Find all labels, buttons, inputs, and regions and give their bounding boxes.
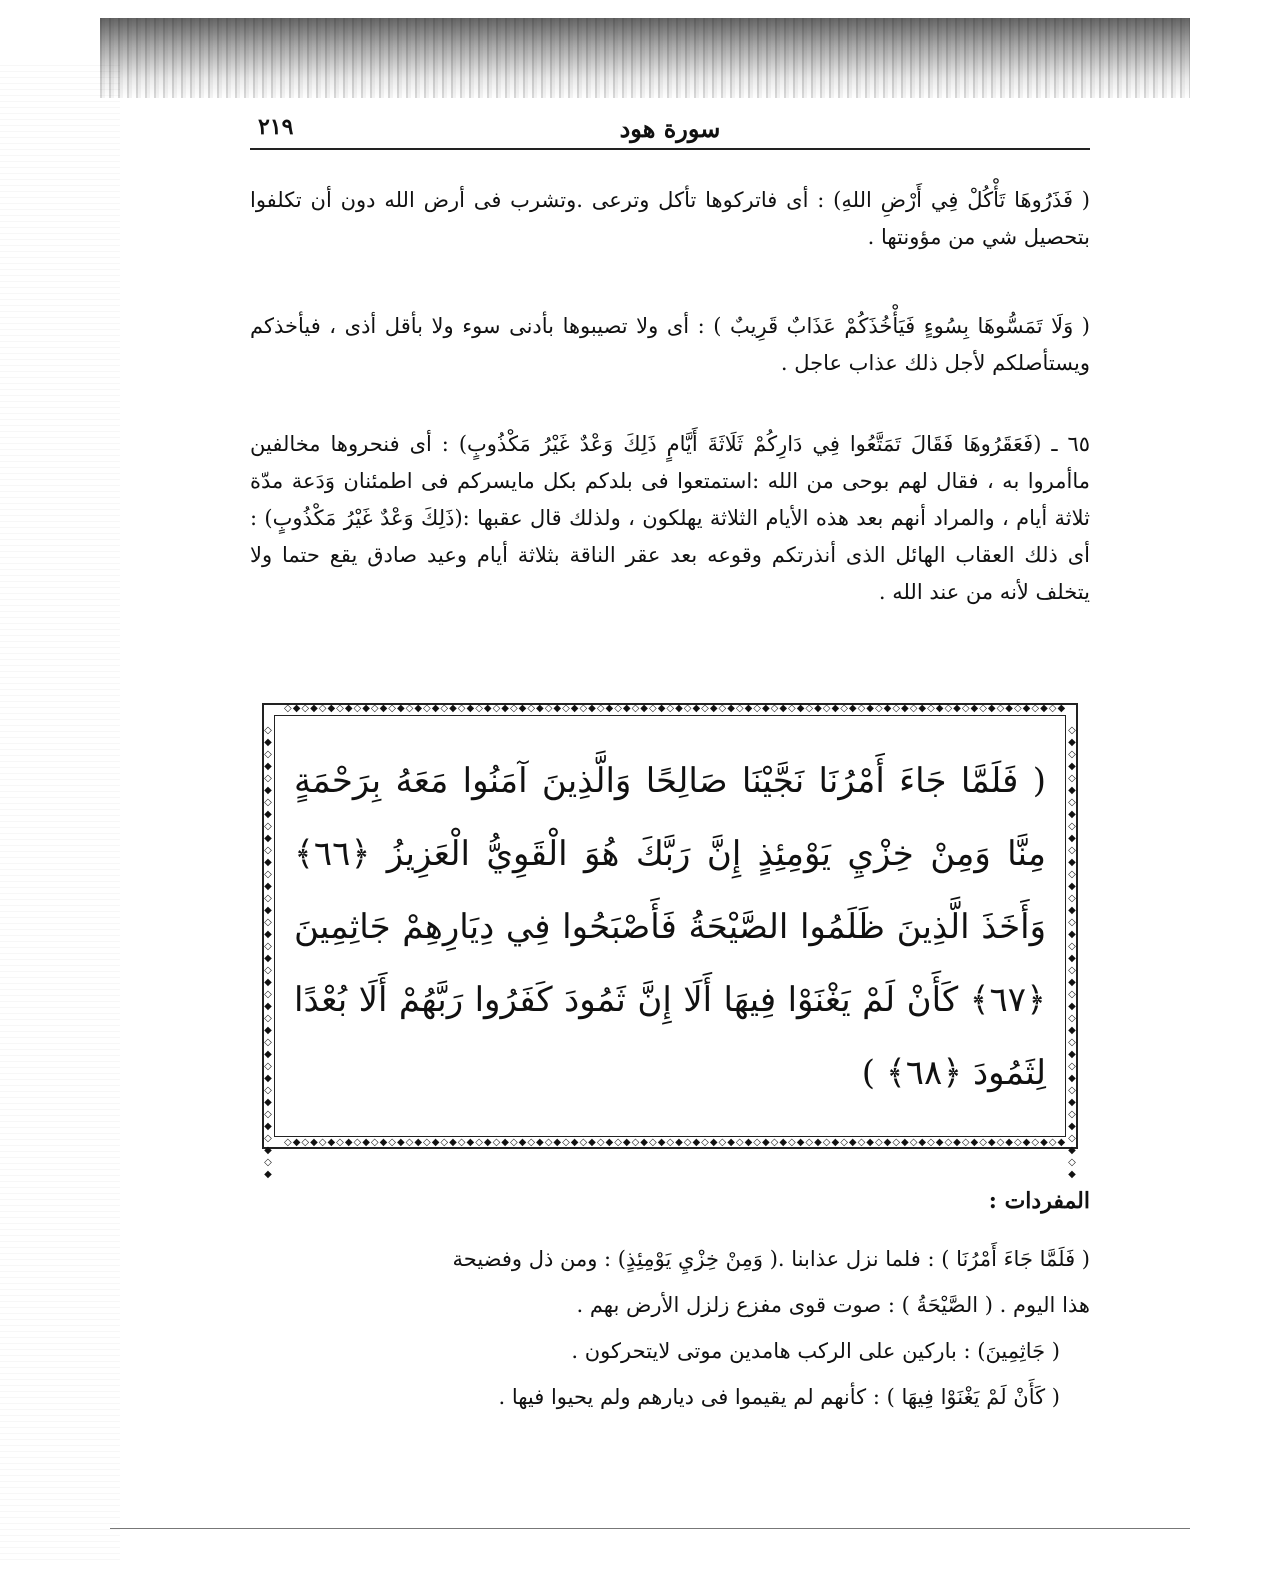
vocabulary-line-3: ( جَاثِمِينَ) : باركين على الركب هامدين موتى لايتحركون . — [571, 1339, 1060, 1363]
commentary-paragraph-3: ٦٥ ـ (فَعَقَرُوهَا فَقَالَ تَمَتَّعُوا فِي دَارِكُمْ ثَلَاثَةَ أَيَّامٍ ذَلِكَ وَعْدٌ غَيْرُ مَكْذُوبٍ) : أى فنحروها مخالفين ماأمروا به ، فقال لهم بوحى من الله :استمتعوا فى بلدكم بكل مايسركم فى اطمئنان وَدَعة مدّة ثلاثة أيام ، والمراد أنهم بعد هذه الأيام الثلاثة يهلكون ، ولذلك قال عقبها :(ذَلِكَ وَعْدٌ غَيْرُ مَكْذُوبٍ) : أى ذلك العقاب الهائل الذى أنذرتكم وقوعه بعد عقر الناقة بثلاثة أيام وعيد صادق يقع حتما ولا يتخلف لأنه من عند الله . — [250, 432, 1090, 604]
vocabulary-line-4: ( كَأَنْ لَمْ يَغْنَوْا فِيهَا ) : كأنهم لم يقيموا فى ديارهم ولم يحيوا فيها . — [498, 1385, 1060, 1409]
commentary-paragraph-1: ( فَذَرُوهَا تَأْكُلْ فِي أَرْضِ اللهِ) : أى فاتركوها تأكل وترعى .وتشرب فى أرض الله دون أن تكلفوا بتحصيل شي من مؤونتها . — [250, 188, 1090, 249]
ornament-border-left: ◇◆◇◆◇◆◇◆◇◆◇◆◇◆◇◆◇◆◇◆◇◆◇◆◇◆◇◆◇◆◇◆◇◆◇◆◇◆ — [264, 725, 272, 1180]
page-number: ٢١٩ — [258, 114, 294, 140]
vocabulary-heading: المفردات : — [988, 1188, 1090, 1214]
surah-title: سورة هود — [619, 114, 721, 143]
vocabulary-line-2: هذا اليوم . ( الصَّيْحَةُ ) : صوت قوى مفزع زلزل الأرض بهم . — [576, 1293, 1090, 1317]
quran-verses: ( فَلَمَّا جَاءَ أَمْرُنَا نَجَّيْنَا صَالِحًا وَالَّذِينَ آمَنُوا مَعَهُ بِرَحْمَةٍ مِنَّا وَمِنْ خِزْيِ يَوْمِئِذٍ إِنَّ رَبَّكَ هُوَ الْقَوِيُّ الْعَزِيزُ ﴿٦٦﴾ وَأَخَذَ الَّذِينَ ظَلَمُوا الصَّيْحَةُ فَأَصْبَحُوا فِي دِيَارِهِمْ جَاثِمِينَ ﴿٦٧﴾ كَأَنْ لَمْ يَغْنَوْا فِيهَا أَلَا إِنَّ ثَمُودَ كَفَرُوا رَبَّهُمْ أَلَا بُعْدًا لِثَمُودَ ﴿٦٨﴾ ) — [294, 761, 1046, 1093]
scan-edge-left — [0, 60, 120, 1560]
scan-edge-top — [100, 18, 1190, 98]
ornament-border-top: ◇◆◇◆◇◆◇◆◇◆◇◆◇◆◇◆◇◆◇◆◇◆◇◆◇◆◇◆◇◆◇◆◇◆◇◆◇◆◇◆◇◆◇◆◇◆◇◆◇◆◇◆◇◆◇◆◇◆◇◆◇◆◇◆◇◆◇◆◇◆◇◆◇◆◇◆◇◆◇◆◇◆◇◆◇◆◇◆◇◆ — [284, 703, 1067, 714]
scan-edge-bottom — [110, 1528, 1190, 1529]
book-page — [250, 100, 1090, 1460]
vocabulary-line-1: ( فَلَمَّا جَاءَ أَمْرُنَا ) : فلما نزل عذابنا .( وَمِنْ خِزْيِ يَوْمِئِذٍ) : ومن ذل وفضيحة — [452, 1247, 1090, 1271]
ornament-border-bottom: ◇◆◇◆◇◆◇◆◇◆◇◆◇◆◇◆◇◆◇◆◇◆◇◆◇◆◇◆◇◆◇◆◇◆◇◆◇◆◇◆◇◆◇◆◇◆◇◆◇◆◇◆◇◆◇◆◇◆◇◆◇◆◇◆◇◆◇◆◇◆◇◆◇◆◇◆◇◆◇◆◇◆◇◆◇◆◇◆◇◆ — [284, 1137, 1067, 1148]
commentary-paragraph-2: ( وَلَا تَمَسُّوهَا بِسُوءٍ فَيَأْخُذَكُمْ عَذَابٌ قَرِيبٌ ) : أى ولا تصيبوها بأدنى سوء ولا بأقل أذى ، فيأخذكم ويستأصلكم لأجل ذلك عذاب عاجل . — [250, 314, 1090, 375]
quran-verse-frame — [262, 703, 1078, 1180]
ornament-border-right: ◇◆◇◆◇◆◇◆◇◆◇◆◇◆◇◆◇◆◇◆◇◆◇◆◇◆◇◆◇◆◇◆◇◆◇◆◇◆ — [1068, 725, 1076, 1180]
page-header — [250, 110, 1090, 150]
